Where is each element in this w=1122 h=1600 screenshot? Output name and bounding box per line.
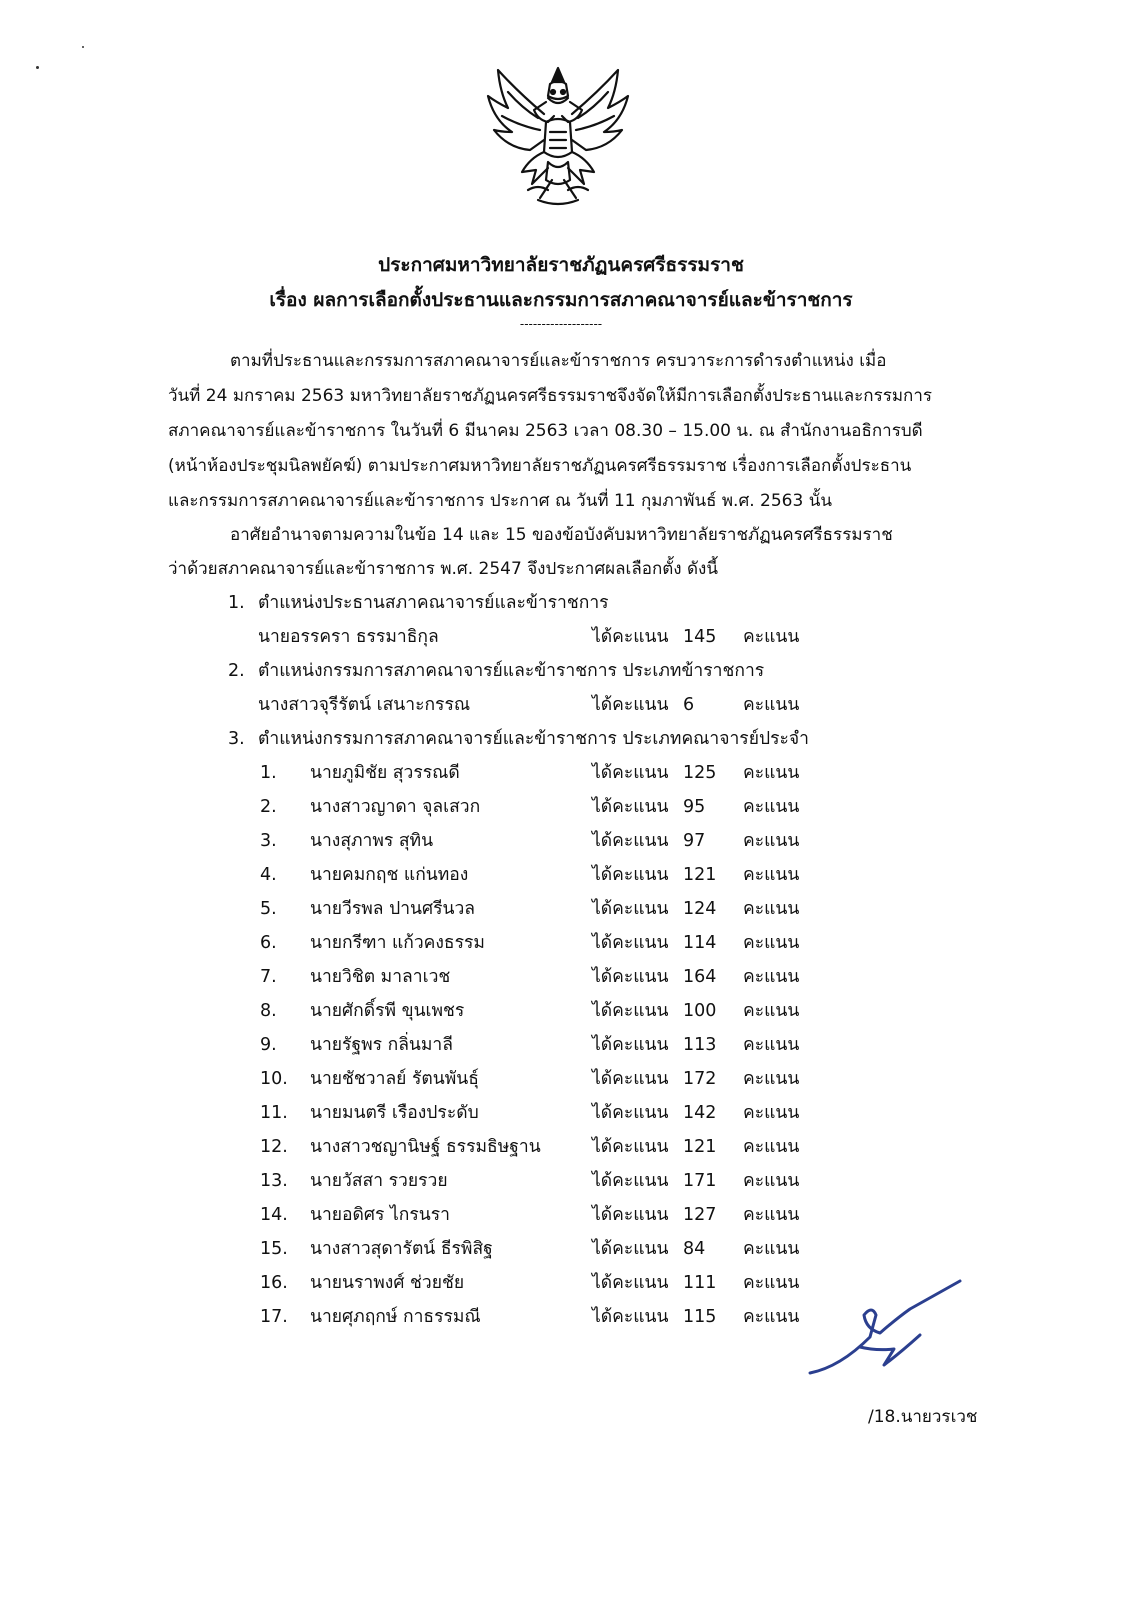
score-unit: คะแนน xyxy=(743,1069,800,1089)
candidate-number: 4. xyxy=(260,865,277,885)
candidate-name: นายภูมิชัย สุวรรณดี xyxy=(310,763,460,783)
score-value: 164 xyxy=(683,967,717,987)
candidate-name: นายวีรพล ปานศรีนวล xyxy=(310,899,476,919)
score-unit: คะแนน xyxy=(743,1001,800,1021)
candidate-name: นายศุภฤกษ์ กาธรรมณี xyxy=(310,1307,481,1327)
score-label: ได้คะแนน xyxy=(592,967,669,987)
score-value: 115 xyxy=(683,1307,717,1327)
score-unit: คะแนน xyxy=(743,1205,800,1225)
score-label: ได้คะแนน xyxy=(592,763,669,783)
candidate-number: 2. xyxy=(260,797,277,817)
candidate-name: นายวิชิต มาลาเวช xyxy=(310,967,451,987)
candidate-name: นายคมกฤช แก่นทอง xyxy=(310,865,469,885)
candidate-number: 5. xyxy=(260,899,277,919)
score-value: 124 xyxy=(683,899,717,919)
signature xyxy=(800,1275,970,1385)
score-value: 172 xyxy=(683,1069,717,1089)
candidate-name: นางสุภาพร สุทิน xyxy=(310,831,434,851)
section-number: 3. xyxy=(228,729,245,749)
score-label: ได้คะแนน xyxy=(592,899,669,919)
candidate-name: นายมนตรี เรืองประดับ xyxy=(310,1103,479,1123)
score-value: 100 xyxy=(683,1001,717,1021)
candidate-number: 8. xyxy=(260,1001,277,1021)
score-value: 121 xyxy=(683,865,717,885)
score-value: 121 xyxy=(683,1137,717,1157)
score-unit: คะแนน xyxy=(743,797,800,817)
section-number: 2. xyxy=(228,661,245,681)
candidate-number: 12. xyxy=(260,1137,288,1157)
score-label: ได้คะแนน xyxy=(592,1001,669,1021)
score-unit: คะแนน xyxy=(743,1273,800,1293)
candidate-number: 15. xyxy=(260,1239,288,1259)
score-label: ได้คะแนน xyxy=(592,1205,669,1225)
score-label: ได้คะแนน xyxy=(592,1137,669,1157)
candidate-number: 9. xyxy=(260,1035,277,1055)
candidate-number: 14. xyxy=(260,1205,288,1225)
title-divider: ------------------- xyxy=(519,317,603,331)
candidate-name: นางสาวสุดารัตน์ ธีรพิสิฐ xyxy=(310,1239,493,1259)
score-label: ได้คะแนน xyxy=(592,865,669,885)
score-value: 84 xyxy=(683,1239,706,1259)
candidate-name: นายอดิศร ไกรนรา xyxy=(310,1205,450,1225)
score-unit: คะแนน xyxy=(743,1239,800,1259)
score-value: 171 xyxy=(683,1171,717,1191)
score-value: 127 xyxy=(683,1205,717,1225)
candidate-name: นางสาวจุรีรัตน์ เสนาะกรรณ xyxy=(258,695,471,715)
score-unit: คะแนน xyxy=(743,933,800,953)
score-unit: คะแนน xyxy=(743,1137,800,1157)
score-value: 97 xyxy=(683,831,706,851)
score-unit: คะแนน xyxy=(743,967,800,987)
score-label: ได้คะแนน xyxy=(592,1069,669,1089)
paragraph-line: (หน้าห้องประชุมนิลพยัคฆ์) ตามประกาศมหาวิทยาลัยราชภัฏนครศรีธรรมราช เรื่องการเลือกตั้งประธาน xyxy=(168,456,912,476)
candidate-name: นางสาวชญานิษฐ์ ธรรมธิษฐาน xyxy=(310,1137,541,1157)
candidate-name: นายชัชวาลย์ รัตนพันธุ์ xyxy=(310,1069,479,1089)
paragraph-line: และกรรมการสภาคณาจารย์และข้าราชการ ประกาศ ณ วันที่ 11 กุมภาพันธ์ พ.ศ. 2563 นั้น xyxy=(168,491,832,511)
scan-speck xyxy=(82,46,84,48)
candidate-number: 7. xyxy=(260,967,277,987)
score-value: 6 xyxy=(683,695,695,715)
score-label: ได้คะแนน xyxy=(592,1307,669,1327)
score-label: ได้คะแนน xyxy=(592,1035,669,1055)
candidate-number: 16. xyxy=(260,1273,288,1293)
candidate-number: 1. xyxy=(260,763,277,783)
candidate-name: นายกรีฑา แก้วคงธรรม xyxy=(310,933,485,953)
score-unit: คะแนน xyxy=(743,1103,800,1123)
candidate-number: 17. xyxy=(260,1307,288,1327)
score-unit: คะแนน xyxy=(743,695,800,715)
section-title: ตำแหน่งกรรมการสภาคณาจารย์และข้าราชการ ประเภทข้าราชการ xyxy=(258,661,765,681)
score-value: 95 xyxy=(683,797,706,817)
paragraph-line: สภาคณาจารย์และข้าราชการ ในวันที่ 6 มีนาคม 2563 เวลา 08.30 – 15.00 น. ณ สำนักงานอธิการบดี xyxy=(168,421,923,441)
score-unit: คะแนน xyxy=(743,1035,800,1055)
score-label: ได้คะแนน xyxy=(592,797,669,817)
score-label: ได้คะแนน xyxy=(592,933,669,953)
score-label: ได้คะแนน xyxy=(592,1239,669,1259)
candidate-name: นายนราพงศ์ ช่วยชัย xyxy=(310,1273,465,1293)
announcement-title: ประกาศมหาวิทยาลัยราชภัฏนครศรีธรรมราช xyxy=(378,254,744,276)
candidate-number: 13. xyxy=(260,1171,288,1191)
paragraph-line: ว่าด้วยสภาคณาจารย์และข้าราชการ พ.ศ. 2547 จึงประกาศผลเลือกตั้ง ดังนี้ xyxy=(168,559,718,579)
section-title: ตำแหน่งกรรมการสภาคณาจารย์และข้าราชการ ประเภทคณาจารย์ประจำ xyxy=(258,729,809,749)
garuda-emblem-icon xyxy=(478,62,638,212)
scan-speck xyxy=(36,66,39,69)
candidate-name: นายศักดิ์รพี ขุนเพชร xyxy=(310,1001,465,1021)
score-label: ได้คะแนน xyxy=(592,1103,669,1123)
score-unit: คะแนน xyxy=(743,627,800,647)
score-label: ได้คะแนน xyxy=(592,831,669,851)
candidate-number: 3. xyxy=(260,831,277,851)
score-value: 142 xyxy=(683,1103,717,1123)
score-label: ได้คะแนน xyxy=(592,1273,669,1293)
candidate-name: นางสาวญาดา จุลเสวก xyxy=(310,797,481,817)
score-unit: คะแนน xyxy=(743,763,800,783)
score-unit: คะแนน xyxy=(743,865,800,885)
paragraph-line: อาศัยอำนาจตามความในข้อ 14 และ 15 ของข้อบังคับมหาวิทยาลัยราชภัฏนครศรีธรรมราช xyxy=(230,525,893,545)
score-unit: คะแนน xyxy=(743,1171,800,1191)
section-title: ตำแหน่งประธานสภาคณาจารย์และข้าราชการ xyxy=(258,593,609,613)
score-value: 111 xyxy=(683,1273,717,1293)
score-label: ได้คะแนน xyxy=(592,695,669,715)
candidate-name: นายอรรครา ธรรมาธิกุล xyxy=(258,627,439,647)
score-value: 145 xyxy=(683,627,717,647)
continuation-note: /18.นายวรเวช xyxy=(868,1407,978,1427)
candidate-name: นายวัสสา รวยรวย xyxy=(310,1171,448,1191)
candidate-number: 6. xyxy=(260,933,277,953)
section-number: 1. xyxy=(228,593,245,613)
score-value: 113 xyxy=(683,1035,717,1055)
candidate-name: นายรัฐพร กลิ่นมาลี xyxy=(310,1035,453,1055)
score-unit: คะแนน xyxy=(743,899,800,919)
score-value: 114 xyxy=(683,933,717,953)
score-unit: คะแนน xyxy=(743,1307,800,1327)
paragraph-line: ตามที่ประธานและกรรมการสภาคณาจารย์และข้าราชการ ครบวาระการดำรงตำแหน่ง เมื่อ xyxy=(230,351,887,371)
score-unit: คะแนน xyxy=(743,831,800,851)
score-label: ได้คะแนน xyxy=(592,627,669,647)
candidate-number: 11. xyxy=(260,1103,288,1123)
announcement-subject: เรื่อง ผลการเลือกตั้งประธานและกรรมการสภาคณาจารย์และข้าราชการ xyxy=(269,289,853,311)
score-label: ได้คะแนน xyxy=(592,1171,669,1191)
paragraph-line: วันที่ 24 มกราคม 2563 มหาวิทยาลัยราชภัฏนครศรีธรรมราชจึงจัดให้มีการเลือกตั้งประธานและกรรมการ xyxy=(168,386,933,406)
candidate-number: 10. xyxy=(260,1069,288,1089)
score-value: 125 xyxy=(683,763,717,783)
